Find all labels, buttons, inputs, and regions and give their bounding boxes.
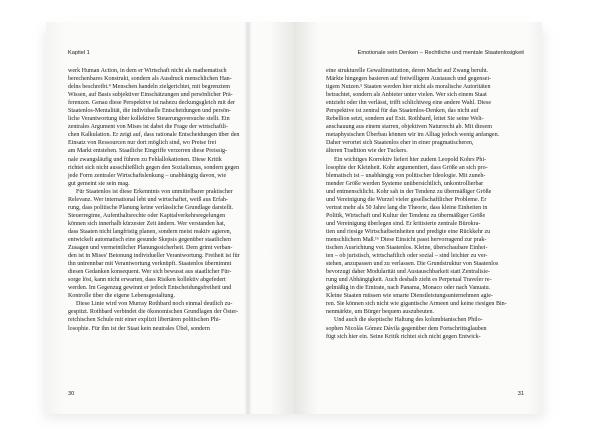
text-line: Rebellion setzt, sondern auf Exit. Rothbard, leitet Sie seine Welt- [326,116,484,123]
text-line: liche Verantwortung über kollektive Steuerungsversuche stellt. Ein [68,116,230,123]
text-line: werden. Im Gegenzug gewinnt er jedoch Entscheidungsfreiheit und [68,285,232,292]
text-line: rung, dass politische Planung keine verlässliche Grundlage darstellt. [68,204,234,211]
text-line: Kleine Staaten müssen wie smarte Dienstleistungsunternehmen agie- [326,293,493,300]
text-line: Ein wichtiges Korrektiv liefert hier zudem Leopold Kohrs Phi- [334,156,487,163]
right-running-head: Emotionale sein Denken – Rechtliche und mentale Staatenlosigkeit [357,50,524,56]
text-line: Diese Linie wird von Murray Rothbard noch einmal deutlich zu- [76,301,233,308]
right-body-text [326,67,523,341]
text-line: Kontrolle über die eigene Lebensgestaltung. [68,293,175,300]
text-line: entwickelt automatisch eine gesunde Skepsis gegenüber staatlichen [68,236,231,243]
text-line: und Vereinigung überlegen sind. Er kritisierte zentrale Bürokra- [326,220,481,227]
text-line: reichischen Schule mit einer explizit libertären politischen Phi- [68,317,221,324]
text-line: tischen Ausrichtung von Staatenlos. Kleine, überschaubare Einhei- [326,245,488,252]
left-running-head: Kapitel 1 [68,50,90,56]
text-line: Und auch die skeptische Haltung des kolumbianischen Philo- [334,317,483,324]
text-line: eine strukturelle Gewaltinstitution, deren Macht auf Zwang beruht. [326,68,489,74]
left-page-number: 30 [68,391,75,397]
text-line: richtet sich nicht ausschließlich gegen den Sozialismus, sondern gegen [68,164,240,171]
text-line: rung und Abhängigkeit. Auch deshalb zieht es Perpetual Traveler re- [326,277,492,284]
text-line: Relevanz. Wer international lebt und wirtschaftet, weiß aus Erfah- [68,196,228,203]
text-line: losophie. Für ihn ist der Staat kein neutrales Übel, sondern [68,325,210,332]
text-line: ihn untrennbar mit Verantwortung verknüpft. Staatenlos übernimmt [68,261,232,268]
text-line: gut gemeint sie sein mag. [68,180,130,187]
text-line: können sich innerhalb kürzester Zeit ändern. Wer verstanden hat, [68,220,226,227]
text-line: vertrat mehr als 50 Jahre lang die Theorie, dass kleine Einheiten in [326,204,488,211]
text-line: ferenzen. Genau diese Perspektive ist nahezu deckungsgleich mit der [68,100,236,107]
text-line: stehen, anzupassen und zu verlassen. Die Grundstruktur von Staatenlos [326,261,499,268]
text-line: und Vereinigung die Wurzel vieler gesellschaftlicher Probleme. Er [326,196,487,203]
text-line: blematisch ist – unabhängig von politischer Ideologie. Mit zuneh- [326,172,486,179]
text-line: Zusagen und vermeintlicher Planungssicherheit. Dem grimt verban- [68,245,233,252]
text-line: gelmäßig in die Emirate, nach Panama, Monaco oder nach Vanuatu. [326,285,491,292]
text-line: delns beschreibt.⁴ Menschen handeln zielgerichtet, mit begrenztem [68,84,230,91]
text-line: sophen Nicolás Gómez Dávila gegenüber dem Fortschrittsglauben [326,325,487,332]
text-line: Einsatz von Ressourcen nur dort möglich sind, wo Preise frei [68,140,217,147]
book-gutter [244,22,252,414]
text-line: tigem Nutzen.⁵ Staaten werden hier nicht als moralische Autoritäten [326,84,491,91]
text-line: am Markt entstehen. Staatliche Eingriffe verzerren diese Preissig- [68,148,228,155]
text-line: tien und riesige Wirtschaftseinheiten und predigte eine Rückkehr zu [326,228,491,235]
text-line: losophie der Kleinheit. Kohr argumentiert, dass Größe an sich pro- [326,164,488,171]
text-line: sorge löst, kann nicht erwarten, dass Risiken kollektiv abgefedert [68,277,226,284]
right-page [294,22,542,414]
text-line: Märkte hingegen basieren auf freiwilligem Austausch und gegensei- [326,76,492,83]
text-line: anschauung aus einem starren, objektiven Naturrecht ab. Mit diesem [326,124,492,131]
text-line: metaphysischen Überbau können wir im Alltag jedoch wenig anfangen. [326,132,500,139]
text-line: Perspektive ist zentral für das Staatenlos-Denken, das nicht auf [326,108,479,115]
text-line: nenmärkte, um Bürger bequem auszubeuten. [326,309,435,316]
text-line: den ist in Mises' Betonung individueller Verantwortung. Freiheit ist für [68,253,240,260]
text-line: ren. Sie können sich nicht wie gigantische Armeen und keine riesigen Bin- [326,301,507,308]
text-line: Politik, Wirtschaft und Kultur der Tendenz zu übermäßiger Größe [326,212,486,219]
text-line: werk Human Action, in dem er Wirtschaft nicht als mathematisch [68,68,227,74]
text-line: zentrales Argument von Mises ist dabei die Frage der wirtschaftli- [68,124,228,131]
text-line: nale zwangsläufig und führen zu Fehlallokationen. Diese Kritik [68,156,222,163]
text-line: Staatenlos-Mentalität, die individuelle Entscheidungen und persön- [68,108,231,115]
left-body-text [68,67,265,333]
text-line: mender Größe werden Systeme unübersichtlich, unkontrollierbar [326,180,484,187]
text-line: chen Kalkulation. Er zeigt auf, dass rationale Entscheidungen über den [68,132,240,139]
text-line: gespitzt. Rothbard verbindet die ökonomischen Grundlagen der Öster- [68,309,239,316]
text-line: ten – ob juristisch, wirtschaftlich oder sozial – sind leichter zu ver- [326,253,488,260]
text-line: Daher verortet sich Staatenlos eher in einer pragmatischeren, [326,140,474,147]
text-line: entzieht oder ihn verlässt, trifft schlichtweg eine andere Wahl. Diese [326,100,492,107]
text-line: älteren Tradition wie der Tuckers. [326,148,408,155]
text-line: berechenbares Konstrukt, sondern als Ausdruck menschlichen Han- [68,76,232,83]
text-line: Steuerregime, Aufenthaltsrechte oder Kapitalverkehrsregelungen [68,212,226,219]
text-line: diesen Gedanken konsequent. Wer sich bewusst aus staatlicher Für- [68,269,232,276]
text-line: und entmenschlicht. Kohr sah in der Tendenz zu übermäßiger Größe [326,188,492,195]
left-page [46,22,294,414]
text-line: menschlichem Maß.¹⁶ Diese Einsicht passt hervorragend zur prak- [326,236,487,243]
text-line: betrachtet, sondern als Anbieter unter vielen. Wer sich einem Staat [326,92,487,99]
text-line: bevorzugt daher Modularität und Austauschbarkeit statt Zentralisie- [326,269,490,276]
text-line: Wissen, auf Basis subjektiver Einschätzungen und persönlicher Prä- [68,92,233,99]
open-book [46,22,542,414]
text-line: fügt sich hier ein. Seine Kritik richtet sich nicht gegen Entwick- [326,333,481,340]
text-line: dass Staaten nicht langfristig planen, sondern meist reaktiv agieren, [68,228,232,235]
text-line: Für Staatenlos ist diese Erkenntnis von unmittelbarer praktischer [76,188,233,195]
text-line: jede Form zentraler Wirtschaftslenkung – unabhängig davon, wie [68,172,227,179]
right-page-number: 31 [517,391,524,397]
